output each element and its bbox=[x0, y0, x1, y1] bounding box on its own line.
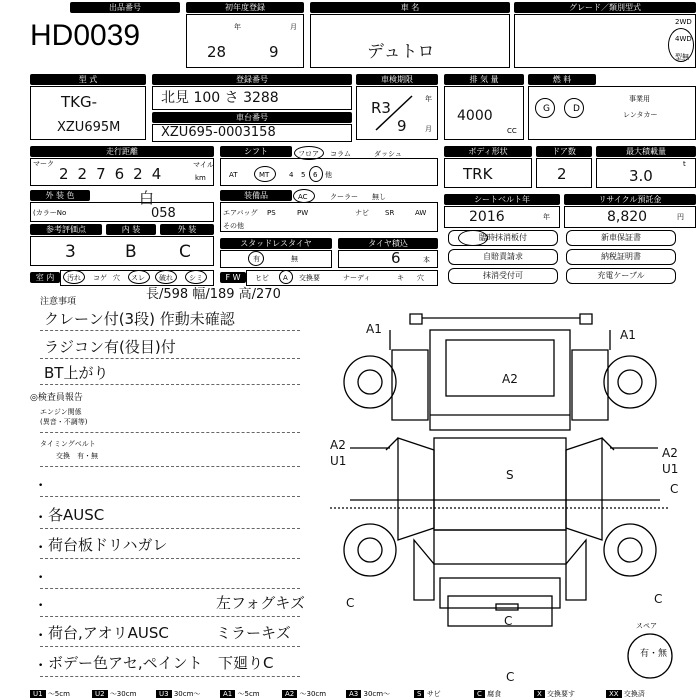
model-type-header: 型 式 bbox=[30, 74, 146, 85]
equipment-ac-circle bbox=[293, 189, 315, 203]
shift-floor: フロア bbox=[298, 150, 319, 158]
legend-u3: U3 30cm～ bbox=[156, 689, 200, 700]
tires-header: タイヤ積込 bbox=[338, 238, 438, 249]
timing-sub: 交換 有・無 bbox=[56, 452, 98, 460]
recycle-unit: 円 bbox=[677, 213, 684, 221]
color-name: 白 bbox=[139, 189, 155, 207]
mileage-unit-km: km bbox=[195, 174, 206, 182]
equipment-pw: PW bbox=[297, 209, 309, 217]
bullet-4-dot: • bbox=[38, 573, 44, 583]
bullet-3: 荷台板ドリハガレ bbox=[48, 536, 168, 554]
mark-c-left: C bbox=[346, 596, 355, 610]
note-1: クレーン付(3段) 作動未確認 bbox=[44, 310, 235, 328]
shift-column: コラム bbox=[330, 150, 351, 158]
first-reg-cell bbox=[186, 14, 304, 68]
chassis-header: 車台番号 bbox=[152, 112, 352, 123]
fw-nadi: ナーディ bbox=[343, 274, 371, 282]
right-note-3: 下廻りC bbox=[218, 654, 274, 672]
shift-at: AT bbox=[229, 171, 238, 179]
engine-sub: (異音・不調等) bbox=[40, 418, 88, 426]
legend-xx: XX 交換済 bbox=[606, 689, 645, 700]
recycle-header: リサイクル預託金 bbox=[564, 194, 696, 205]
score-header: 参考評価点 bbox=[30, 224, 102, 235]
studless-header: スタッドレスタイヤ bbox=[220, 238, 332, 249]
equipment-other: その他 bbox=[223, 222, 244, 230]
bullet-rule-5 bbox=[40, 616, 300, 617]
studless-yes-circle bbox=[248, 251, 264, 266]
cabin-tear-circle bbox=[155, 270, 177, 284]
doors-value: 2 bbox=[557, 165, 567, 183]
cabin-tear: 破れ bbox=[159, 274, 173, 282]
equipment-cell bbox=[220, 202, 438, 232]
equipment-sr: SR bbox=[385, 209, 395, 217]
grade-2wd: 2WD bbox=[675, 18, 692, 26]
doors-header: ドア数 bbox=[536, 146, 592, 157]
note-2: ラジコン有(役目)付 bbox=[44, 338, 176, 356]
bullet-rule-3 bbox=[40, 558, 300, 559]
legend-s: S サビ bbox=[414, 689, 441, 700]
legend-u1: U1 ～5cm bbox=[30, 689, 70, 700]
mark-a1-left: A1 bbox=[366, 322, 382, 336]
fuel-rental: レンタカー bbox=[623, 111, 658, 119]
engine-rule bbox=[40, 432, 300, 433]
4wd-circle bbox=[668, 28, 694, 62]
doc-temp-plate-circle bbox=[458, 230, 488, 246]
dimensions: 長/598 幅/189 高/270 bbox=[146, 287, 281, 302]
equipment-none: 無し bbox=[372, 193, 386, 201]
inspection-mark: R3 bbox=[371, 99, 391, 117]
recycle-value: 8,820 bbox=[607, 209, 648, 225]
bullet-7-dot: • bbox=[38, 661, 44, 671]
studless-yes: 有 bbox=[253, 255, 260, 263]
seatbelt-value: 2016 bbox=[469, 209, 505, 225]
seatbelt-cell bbox=[444, 206, 560, 228]
car-name-header: 車 名 bbox=[310, 2, 510, 13]
mark-a2-cab: A2 bbox=[502, 372, 518, 386]
spare-label: スペア bbox=[636, 622, 657, 630]
chassis-no-value: XZU695-0003158 bbox=[161, 125, 276, 140]
max-load-header: 最大積載量 bbox=[596, 146, 696, 157]
legend-a1: A1 ～5cm bbox=[220, 689, 260, 700]
tires-unit: 本 bbox=[423, 256, 430, 264]
first-reg-header: 初年度登録 bbox=[186, 2, 304, 13]
fw-crack: ヒビ bbox=[255, 274, 269, 282]
displacement-unit: CC bbox=[507, 127, 517, 135]
fw-replace: 交換要 bbox=[299, 274, 320, 282]
mark-c-right: C bbox=[654, 592, 663, 606]
shift-gear-5: 5 bbox=[301, 171, 306, 179]
seatbelt-unit: 年 bbox=[543, 213, 550, 221]
mark-a2-right: A2 bbox=[662, 446, 678, 460]
max-load-cell bbox=[596, 158, 696, 188]
doc-cancel: 抹消受付可 bbox=[448, 268, 558, 284]
equipment-header: 装備品 bbox=[220, 190, 292, 201]
lot-number: HD0039 bbox=[30, 19, 141, 52]
doc-warranty: 新車保証書 bbox=[566, 230, 676, 246]
note-rule-2 bbox=[40, 358, 300, 359]
legend-u2: U2 ～30cm bbox=[92, 689, 136, 700]
mark-u1-right: U1 bbox=[662, 462, 679, 476]
mileage-unit-mile: マイル bbox=[193, 161, 214, 169]
mark-a1-right: A1 bbox=[620, 328, 636, 342]
body-type-cell bbox=[444, 158, 532, 188]
shift-dash: ダッシュ bbox=[374, 150, 402, 158]
legend-a3: A3 30cm～ bbox=[346, 689, 390, 700]
shift-header: シフト bbox=[220, 146, 292, 157]
note-3: BT上がり bbox=[44, 364, 109, 382]
car-name-value: デュトロ bbox=[367, 42, 435, 62]
score-cell bbox=[30, 236, 214, 266]
bullet-3-dot: • bbox=[38, 543, 44, 553]
shift-floor-circle bbox=[294, 146, 324, 160]
score-exterior: C bbox=[179, 242, 191, 262]
tires-value: 6 bbox=[391, 249, 401, 267]
bullet-1-dot: • bbox=[38, 481, 44, 491]
bullet-rule-1 bbox=[40, 496, 300, 497]
bullet-2-dot: • bbox=[38, 513, 44, 523]
fuel-gas: G bbox=[543, 104, 550, 114]
cabin-dirt: 汚れ bbox=[67, 274, 81, 282]
inspection-month: 9 bbox=[397, 117, 407, 135]
legend-c: C 腐食 bbox=[474, 689, 501, 700]
mark-u1-left: U1 bbox=[330, 454, 347, 468]
cabin-scuff: スレ bbox=[131, 274, 145, 282]
score-total: 3 bbox=[65, 242, 76, 262]
mileage-cell bbox=[30, 158, 214, 186]
score-interior: B bbox=[125, 242, 137, 262]
fw-chip: キ bbox=[397, 274, 404, 282]
legend-a2: A2 ～30cm bbox=[282, 689, 326, 700]
doc-charge-cable: 充電ケーブル bbox=[566, 268, 676, 284]
mileage-value: 227624 bbox=[59, 165, 171, 183]
max-load-unit: t bbox=[683, 160, 686, 168]
cabin-header: 室 内 bbox=[30, 272, 60, 283]
displacement-value: 4000 bbox=[457, 108, 493, 124]
body-type-header: ボディ形状 bbox=[444, 146, 532, 157]
bullet-rule-4 bbox=[40, 588, 300, 589]
mark-c-side: C bbox=[670, 482, 679, 496]
fuel-header: 燃 料 bbox=[528, 74, 596, 85]
mark-s-bed: S bbox=[506, 468, 514, 482]
reg-no-value: 北見 100 さ 3288 bbox=[161, 90, 279, 106]
timing-label: タイミングベルト bbox=[40, 440, 96, 448]
bullet-rule-6 bbox=[40, 646, 300, 647]
doc-tax: 納税証明書 bbox=[566, 249, 676, 265]
mileage-header: 走行距離 bbox=[30, 146, 214, 157]
note-rule-3 bbox=[40, 384, 300, 385]
fuel-business: 事業用 bbox=[629, 95, 650, 103]
inspection-header: 車検期限 bbox=[356, 74, 438, 85]
car-name-cell bbox=[310, 14, 510, 68]
studless-no: 無 bbox=[291, 255, 298, 263]
model-type-2: XZU695M bbox=[57, 120, 121, 135]
shift-mt: MT bbox=[259, 171, 270, 179]
equipment-ps: PS bbox=[267, 209, 276, 217]
cabin-dirt-circle bbox=[63, 270, 85, 284]
doc-temp-plate: 臨時抹消板付 bbox=[448, 230, 558, 246]
bullet-6: 荷台,アオリAUSC bbox=[48, 624, 169, 642]
bullet-rule-2 bbox=[40, 528, 300, 529]
bullet-5-dot: • bbox=[38, 601, 44, 611]
first-reg-year: 28 bbox=[207, 43, 227, 61]
equipment-navi: ナビ bbox=[355, 209, 369, 217]
grade-header: グレード／類別型式 bbox=[514, 2, 696, 13]
recycle-cell bbox=[564, 206, 696, 228]
spare-value: 有・無 bbox=[640, 649, 668, 659]
grade-none: 型無 bbox=[675, 53, 689, 61]
notes-title: 注意事項 bbox=[40, 297, 77, 307]
doc-liability: 自賠責請求 bbox=[448, 249, 558, 265]
color-no-label: (カラーNo bbox=[33, 209, 67, 217]
cabin-stain-circle bbox=[185, 270, 207, 284]
color-code: 058 bbox=[151, 206, 176, 221]
fw-header: F W bbox=[220, 272, 246, 283]
bullet-2: 各AUSC bbox=[48, 506, 105, 524]
interior-header: 内 装 bbox=[106, 224, 156, 235]
engine-label: エンジン関係 bbox=[40, 408, 82, 416]
equipment-airbag: エアバッグ bbox=[223, 209, 258, 217]
displacement-header: 排 気 量 bbox=[444, 74, 524, 85]
mark-c-rear: C bbox=[504, 614, 513, 628]
mark-a2-left: A2 bbox=[330, 438, 346, 452]
equipment-aw: AW bbox=[415, 209, 427, 217]
cabin-burn: コゲ bbox=[93, 274, 107, 282]
shift-mt-circle bbox=[254, 166, 276, 182]
bullet-6-dot: • bbox=[38, 631, 44, 641]
mileage-mark: マーク bbox=[33, 160, 54, 168]
reg-no-cell bbox=[152, 86, 352, 110]
reg-no-header: 登録番号 bbox=[152, 74, 352, 85]
inspector-title: ◎検査員報告 bbox=[30, 393, 83, 403]
equipment-cooler: クーラー bbox=[330, 193, 358, 201]
fuel-gas-circle bbox=[535, 98, 555, 118]
equipment-ac: AC bbox=[298, 193, 308, 201]
first-reg-month: 9 bbox=[269, 43, 279, 61]
bullet-7: ボデー色アセ,ペイント bbox=[48, 654, 203, 672]
shift-cell bbox=[220, 158, 438, 186]
model-type-cell bbox=[30, 86, 146, 140]
chassis-cell bbox=[152, 124, 352, 142]
inspection-month-unit: 月 bbox=[425, 125, 432, 133]
mark-c-bumper: C bbox=[506, 670, 515, 684]
timing-rule bbox=[40, 466, 300, 467]
doors-cell bbox=[536, 158, 592, 188]
fw-cell bbox=[246, 270, 438, 286]
fuel-diesel: D bbox=[573, 104, 580, 114]
year-unit: 年 bbox=[234, 23, 241, 31]
shift-gear-6: 6 bbox=[313, 171, 318, 179]
fuel-diesel-circle bbox=[564, 98, 584, 118]
shift-gear-other: 他 bbox=[325, 171, 332, 179]
cabin-stain: シミ bbox=[189, 274, 203, 282]
ext-color-header: 外 装 色 bbox=[30, 190, 90, 201]
cabin-scuff-circle bbox=[128, 270, 150, 284]
max-load-value: 3.0 bbox=[629, 167, 653, 185]
exterior-header: 外 装 bbox=[160, 224, 214, 235]
fw-hole: 穴 bbox=[417, 274, 424, 282]
shift-gear-4: 4 bbox=[289, 171, 294, 179]
fw-a-circle bbox=[279, 270, 293, 284]
shift-6-circle bbox=[309, 166, 323, 182]
note-rule-1 bbox=[40, 330, 300, 331]
grade-4wd: 4WD bbox=[675, 35, 692, 43]
displacement-cell bbox=[444, 86, 524, 140]
month-unit: 月 bbox=[290, 23, 297, 31]
body-type-value: TRK bbox=[463, 165, 493, 183]
bullet-rule-7 bbox=[40, 676, 300, 677]
inspection-strike bbox=[370, 92, 420, 136]
cabin-hole: 穴 bbox=[113, 274, 120, 282]
fw-a: A bbox=[283, 274, 288, 282]
seatbelt-header: シートベルト年 bbox=[444, 194, 560, 205]
tires-cell bbox=[338, 250, 438, 268]
right-note-1: 左フォグキズ bbox=[216, 594, 305, 612]
lot-no-header: 出品番号 bbox=[70, 2, 180, 13]
studless-cell bbox=[220, 250, 332, 268]
model-type-1: TKG- bbox=[61, 93, 98, 111]
inspection-year-unit: 年 bbox=[425, 95, 432, 103]
legend-bar bbox=[30, 689, 700, 700]
legend-x: X 交換要す bbox=[534, 689, 575, 700]
right-note-2: ミラーキズ bbox=[216, 624, 291, 642]
